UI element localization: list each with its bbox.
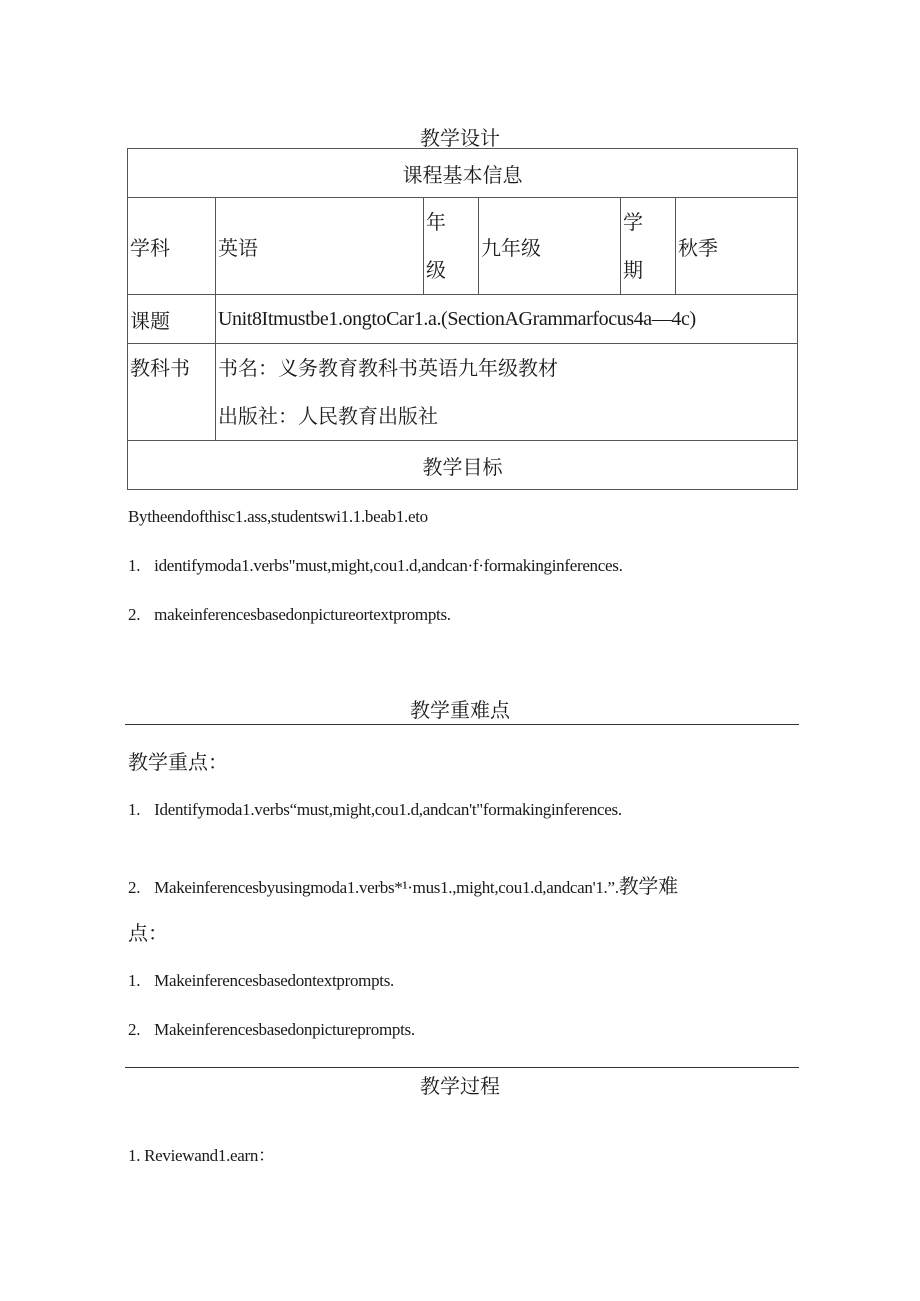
process-step-1: 1. Reviewand1.earn： bbox=[128, 1146, 275, 1165]
textbook-value bbox=[216, 344, 798, 441]
subject-label: 学科 bbox=[128, 198, 216, 295]
focus-item-1-text: Identifymoda1.verbs“must,might,cou1.d,andcan't"formakinginferences. bbox=[154, 800, 622, 819]
goal-item-2 bbox=[128, 605, 451, 625]
course-info-table bbox=[127, 148, 798, 490]
difficulty-item-1 bbox=[128, 971, 394, 991]
difficulty-item-2-text: Makeinferencesbasedonpictureprompts. bbox=[154, 1020, 415, 1039]
process-header: 教学过程 bbox=[420, 1074, 500, 1098]
textbook-label: 教科书 bbox=[128, 344, 216, 441]
document-title: 教学设计 bbox=[420, 126, 500, 150]
grade-label-line1: 年 bbox=[426, 210, 446, 234]
grade-label-line2: 级 bbox=[426, 258, 446, 282]
goal-item-2-num: 2. bbox=[128, 605, 141, 624]
goal-item-1-text: identifymoda1.verbs"must,might,cou1.d,andcan·f·formakinginferences. bbox=[154, 556, 623, 575]
table-row-subject bbox=[128, 198, 798, 295]
difficulty-label-part1: 教学难 bbox=[618, 876, 678, 898]
key-points-header: 教学重难点 bbox=[410, 698, 510, 722]
focus-item-2-num: 2. bbox=[128, 878, 141, 897]
topic-label: 课题 bbox=[128, 295, 216, 344]
focus-label: 教学重点： bbox=[128, 750, 228, 774]
focus-item-1 bbox=[128, 800, 622, 820]
difficulty-item-1-text: Makeinferencesbasedontextprompts. bbox=[154, 971, 394, 990]
textbook-name: 书名：义务教育教科书英语九年级教材 bbox=[218, 356, 558, 380]
textbook-publisher: 出版社：人民教育出版社 bbox=[218, 404, 438, 428]
focus-item-2-text: Makeinferencesbyusingmoda1.verbs*¹·mus1.,might,cou1.d,andcan'1.”. bbox=[154, 878, 619, 897]
term-value: 秋季 bbox=[676, 198, 798, 295]
topic-value: Unit8Itmustbe1.ongtoCar1.a.(SectionAGrammarfocus4a—4c) bbox=[216, 295, 798, 344]
goals-intro: Bytheendofthisc1.ass,studentswi1.1.beab1.eto bbox=[128, 507, 428, 526]
grade-value: 九年级 bbox=[479, 198, 621, 295]
focus-item-1-num: 1. bbox=[128, 800, 141, 819]
term-label bbox=[621, 198, 676, 295]
process-divider bbox=[125, 1067, 799, 1068]
table-header-row bbox=[128, 149, 798, 198]
goal-item-1 bbox=[128, 556, 623, 576]
difficulty-item-2-num: 2. bbox=[128, 1020, 141, 1039]
difficulty-item-1-num: 1. bbox=[128, 971, 141, 990]
focus-item-2 bbox=[128, 870, 678, 899]
table-row-topic bbox=[128, 295, 798, 344]
goal-item-1-num: 1. bbox=[128, 556, 141, 575]
term-label-line1: 学 bbox=[623, 210, 643, 234]
goals-header: 教学目标 bbox=[128, 441, 798, 490]
term-label-line2: 期 bbox=[623, 258, 643, 282]
key-points-divider bbox=[125, 724, 799, 725]
table-row-textbook bbox=[128, 344, 798, 441]
difficulty-item-2 bbox=[128, 1020, 415, 1040]
course-info-header: 课程基本信息 bbox=[128, 149, 798, 198]
goal-item-2-text: makeinferencesbasedonpictureortextprompts. bbox=[154, 605, 451, 624]
difficulty-label-part2: 点： bbox=[128, 921, 168, 945]
table-row-goals-header bbox=[128, 441, 798, 490]
subject-value: 英语 bbox=[216, 198, 424, 295]
grade-label bbox=[424, 198, 479, 295]
